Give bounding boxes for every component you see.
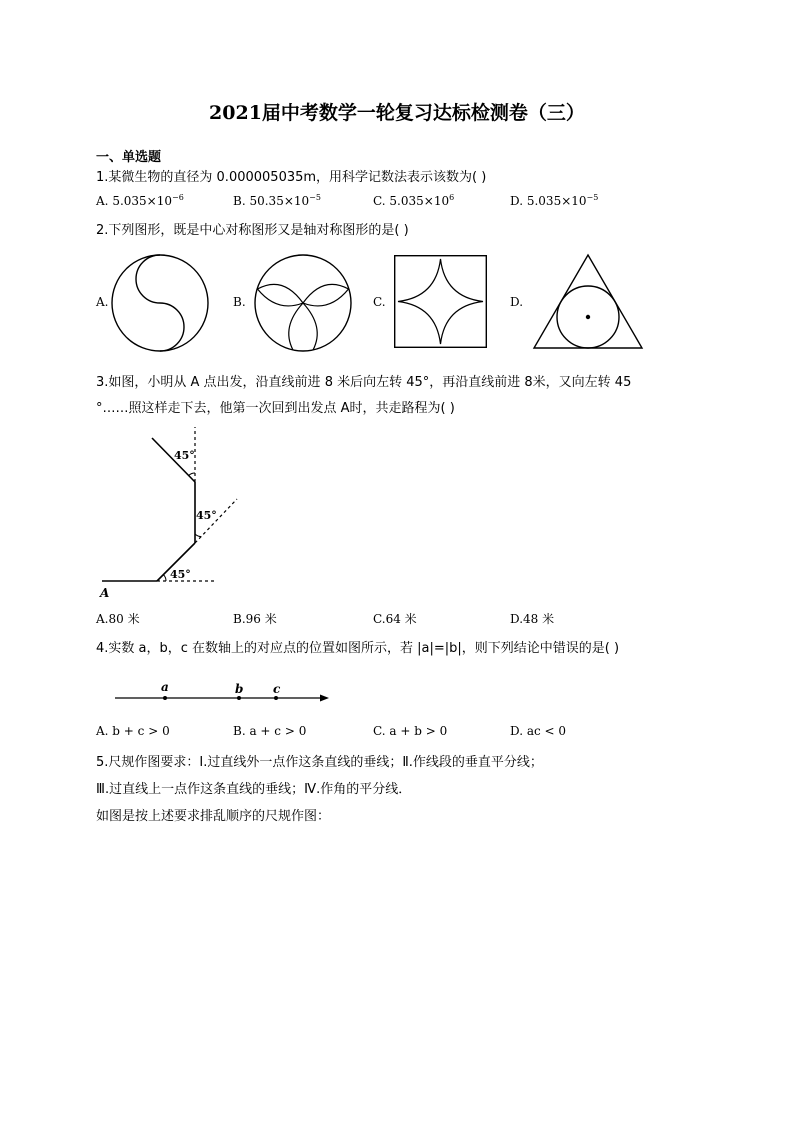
angle-label: 45° [196,509,217,522]
q2-label-c: C. [373,295,386,309]
q3-option-c: C.64 米 [373,612,417,626]
option-letter: C. [373,194,386,208]
section-heading: 一、单选题 [96,150,162,165]
option-letter: A. [96,194,109,208]
q5-line3: 如图是按上述要求排乱顺序的尺规作图： [96,809,331,824]
point-a-label: a [161,680,169,694]
option-exp: −6 [172,193,184,202]
q2-label-a: A. [96,295,109,309]
q3-option-d: D.48 米 [510,612,555,626]
number-line-diagram [115,678,330,708]
q1-option-c [373,193,454,208]
q4-stem: 4.实数 a，b，c 在数轴上的对应点的位置如图所示，若 |a|=|b|，则下列结论中错误的是( ) [96,641,620,656]
point-b-label: b [235,682,244,696]
point-a-label: A [100,586,110,600]
option-letter: D. [510,194,524,208]
option-base: 5.035×10 [112,194,172,208]
q4-option-b: B. a + c > 0 [233,724,307,738]
q2-label-b: B. [233,295,246,309]
option-exp: −5 [309,193,321,202]
q2-stem: 2.下列图形，既是中心对称图形又是轴对称图形的是( ) [96,223,409,238]
q4-option-c: C. a + b > 0 [373,724,448,738]
q1-option-a [96,193,184,208]
page-title: 2021届中考数学一轮复习达标检测卷（三） [209,102,585,124]
q3-stem-line2: °……照这样走下去，他第一次回到出发点 A时，共走路程为( ) [96,401,455,416]
q5-line2: Ⅲ.过直线上一点作这条直线的垂线；Ⅳ.作角的平分线． [96,782,412,797]
option-base: 5.035×10 [389,194,450,208]
yin-yang-figure [110,253,210,353]
angle-label: 45° [170,568,191,581]
option-exp: 6 [449,193,455,202]
q3-stem-line1: 3.如图，小明从 A 点出发，沿直线前进 8 米后向左转 45°，再沿直线前进 8米，又向左转 45 [96,375,632,390]
q4-option-d: D. ac < 0 [510,724,567,738]
q3-option-a: A.80 米 [96,612,140,626]
q5-line1: 5.尺规作图要求：Ⅰ.过直线外一点作这条直线的垂线；Ⅱ.作线段的垂直平分线； [96,755,543,770]
q4-option-a: A. b + c > 0 [96,724,170,738]
option-exp: −5 [586,193,599,202]
three-petal-figure [253,253,353,353]
q3-option-b: B.96 米 [233,612,277,626]
point-c-label: c [273,682,281,696]
angle-label: 45° [174,449,195,462]
q1-stem: 1.某微生物的直径为 0.000005035m，用科学记数法表示该数为( ) [96,170,487,185]
walking-path-diagram [100,425,245,600]
option-letter: B. [233,194,246,208]
q1-option-d [510,193,598,208]
option-base: 50.35×10 [249,194,310,208]
square-star-figure [394,255,487,348]
option-base: 5.035×10 [526,194,587,208]
triangle-incircle-figure [532,253,644,349]
q1-option-b [233,193,321,208]
q2-label-d: D. [510,295,524,309]
